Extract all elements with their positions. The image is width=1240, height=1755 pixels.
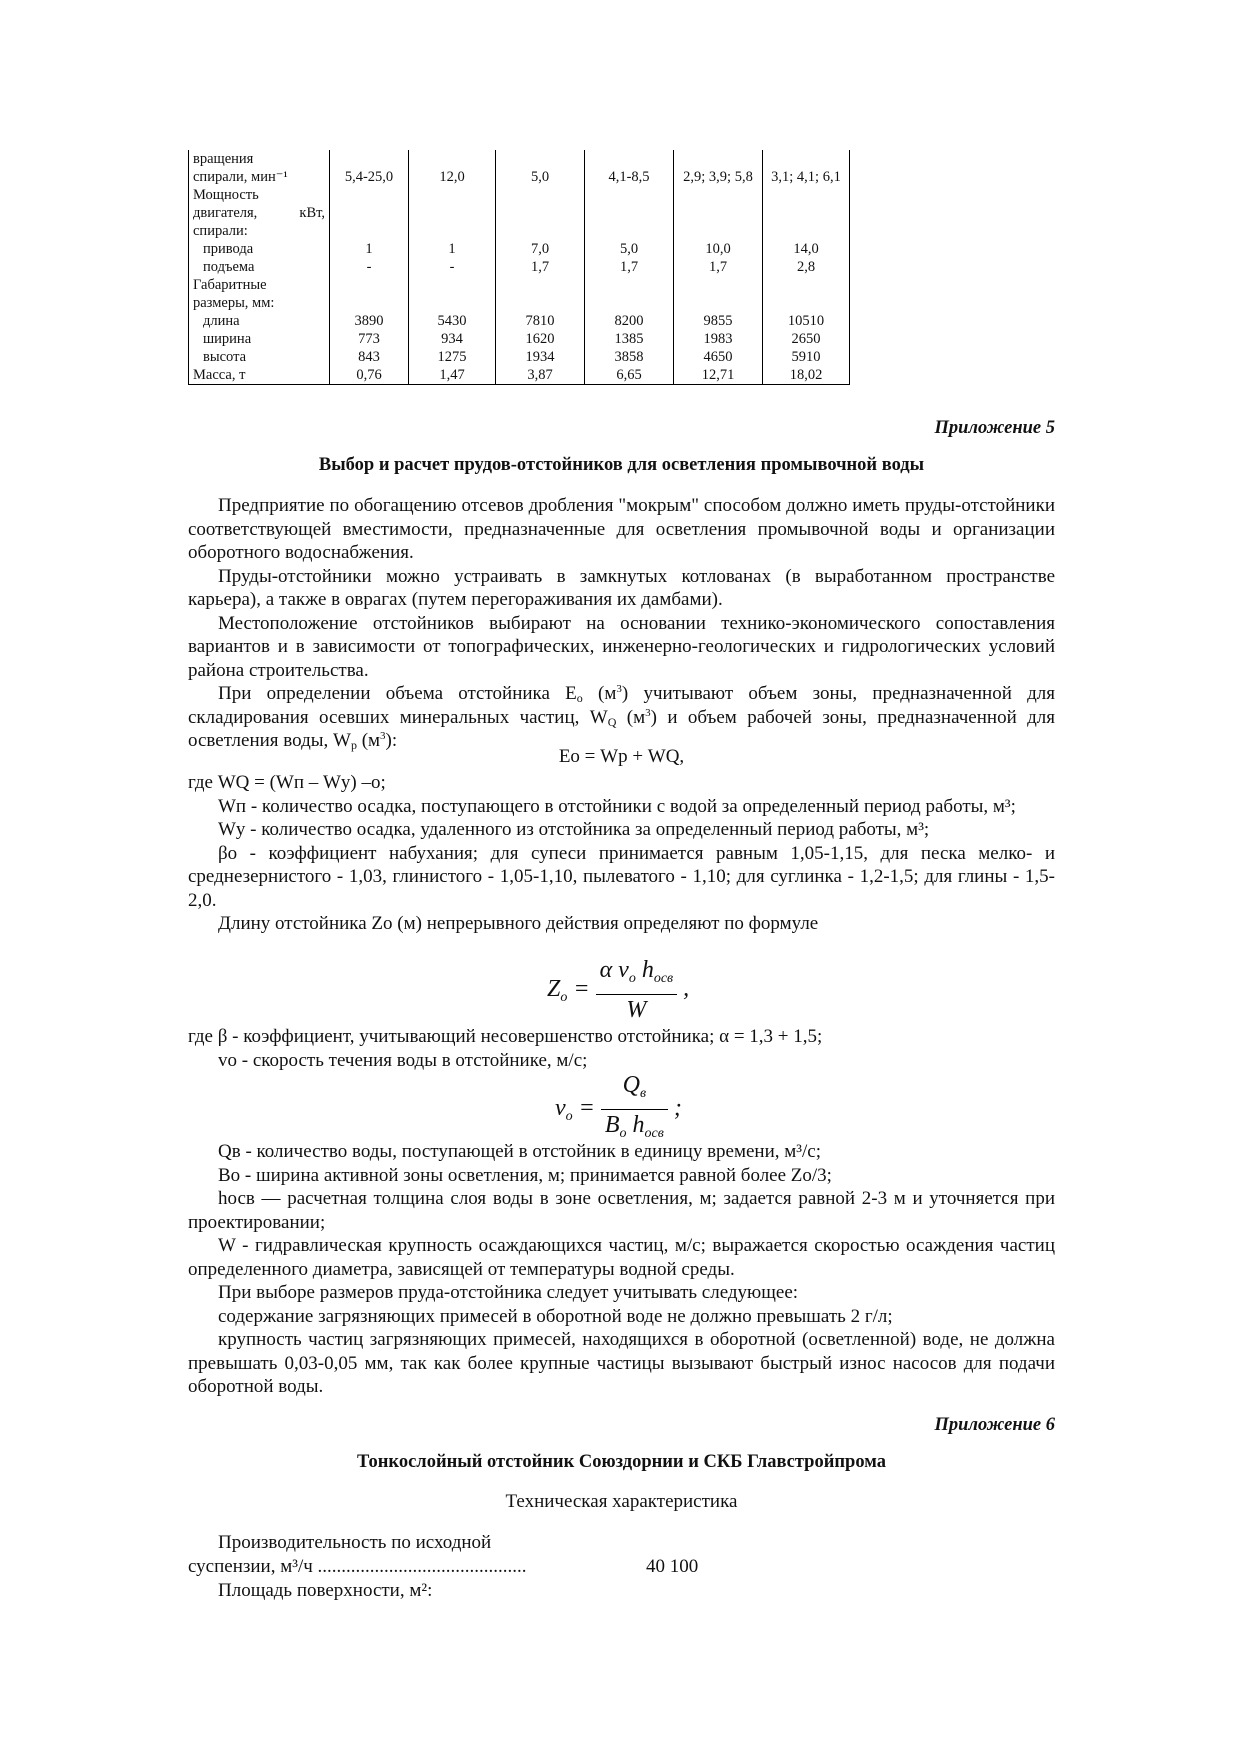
table-cell — [674, 276, 763, 294]
table-cell: 773 — [330, 330, 409, 348]
table-cell — [585, 276, 674, 294]
table-cell: 8200 — [585, 312, 674, 330]
def-length: Длину отстойника Zо (м) непрерывного действия определяют по формуле — [218, 913, 819, 934]
formula-velocity: $v_o$ = $\frac{Q_в}{B_o h_{осв}}$ ; — [555, 1072, 682, 1141]
table-cell: - — [330, 258, 409, 276]
table-row — [189, 294, 850, 312]
row-label: ширина — [189, 330, 330, 348]
table-cell: 934 — [409, 330, 496, 348]
def-qv: Qв - количество воды, поступающей в отстойник в единицу времени, м³/с; — [218, 1141, 821, 1162]
table-cell — [674, 204, 763, 222]
table-cell — [763, 186, 850, 204]
row-label: двигателя, кВт, — [189, 204, 330, 222]
table-cell — [674, 186, 763, 204]
table-row — [189, 312, 850, 330]
row-label: спирали: — [189, 222, 330, 240]
table-cell: 4650 — [674, 348, 763, 366]
row-label: привода — [189, 240, 330, 258]
row-label: Габаритные — [189, 276, 330, 294]
table-cell: 10510 — [763, 312, 850, 330]
table-cell — [496, 276, 585, 294]
table-cell: 5430 — [409, 312, 496, 330]
table-row — [189, 222, 850, 240]
table-cell — [330, 204, 409, 222]
table-cell: 6,65 — [585, 366, 674, 385]
table-cell: 843 — [330, 348, 409, 366]
row-label: подъема — [189, 258, 330, 276]
def-wy: Wу - количество осадка, удаленного из отстойника за определенный период работы, м³; — [218, 819, 930, 840]
table-cell: 7810 — [496, 312, 585, 330]
appendix-6-title: Тонкослойный отстойник Союздорнии и СКБ Главстройпрома — [357, 1452, 886, 1472]
table-cell: 2,9; 3,9; 5,8 — [674, 168, 763, 186]
paragraph: При выборе размеров пруда-отстойника следует учитывать следующее: — [218, 1282, 799, 1303]
row-label: высота — [189, 348, 330, 366]
table-cell — [585, 294, 674, 312]
table-cell: 1,7 — [674, 258, 763, 276]
paragraph: Местоположение отстойников выбирают на основании технико-экономического сопоставления вариантов и в зависимости от топографических, инженерно-геологических и гидрологических условий района строительства. — [188, 612, 1055, 681]
table-row — [189, 330, 850, 348]
table-cell — [585, 186, 674, 204]
table-row — [189, 276, 850, 294]
table-cell: 1,7 — [496, 258, 585, 276]
appendix-5-title: Выбор и расчет прудов-отстойников для осветления промывочной воды — [318, 455, 925, 475]
table-row — [189, 150, 850, 168]
spec-line-1: Производительность по исходной — [218, 1532, 492, 1553]
table-cell: 1,47 — [409, 366, 496, 385]
table-cell: - — [409, 258, 496, 276]
where-beta: где β - коэффициент, учитывающий несовершенство отстойника; α = 1,3 + 1,5; — [188, 1026, 823, 1047]
paragraph: крупность частиц загрязняющих примесей, находящихся в оборотной (осветленной) воде, не должна превышать 0,03-0,05 мм, так как более крупные частицы вызывают быстрый износ насосов для подачи оборотной воды. — [188, 1329, 1055, 1397]
def-w: W - гидравлическая крупность осаждающихся частиц, м/с; выражается скоростью осаждения частиц определенного диаметра, зависящей от температуры водной среды. — [188, 1235, 1055, 1280]
formula-v-definitions — [188, 1140, 1055, 1399]
row-label: вращения — [189, 150, 330, 168]
table-cell — [409, 222, 496, 240]
table-cell: 9855 — [674, 312, 763, 330]
table-cell — [763, 294, 850, 312]
table-cell: 5910 — [763, 348, 850, 366]
def-bo: Bо - ширина активной зоны осветления, м; принимается равной более Zо/3; — [218, 1164, 832, 1186]
formula-z-definitions — [188, 1025, 1055, 1072]
formula-volume: Eо = Wр + WQ, — [558, 746, 685, 767]
table-cell — [763, 204, 850, 222]
table-cell: 10,0 — [674, 240, 763, 258]
spec-line-3: Площадь поверхности, м²: — [218, 1580, 433, 1601]
row-label: Мощность — [189, 186, 330, 204]
row-label: спирали, мин⁻¹ — [189, 168, 330, 186]
table-cell — [409, 150, 496, 168]
table-cell — [409, 294, 496, 312]
row-label: размеры, мм: — [189, 294, 330, 312]
row-label: длина — [189, 312, 330, 330]
table-cell: 1934 — [496, 348, 585, 366]
table-cell: 0,76 — [330, 366, 409, 385]
spec-line-2-values: 40 100 — [646, 1556, 699, 1577]
where-line: где WQ = (Wп – Wу) –о; — [188, 772, 386, 793]
table-cell — [674, 294, 763, 312]
table-cell: 5,4-25,0 — [330, 168, 409, 186]
table-cell — [496, 204, 585, 222]
table-cell: 1 — [330, 240, 409, 258]
paragraph: содержание загрязняющих примесей в оборотной воде не должно превышать 2 г/л; — [218, 1305, 893, 1327]
table-cell: 3858 — [585, 348, 674, 366]
table-cell: 1983 — [674, 330, 763, 348]
appendix-6-subtitle: Техническая характеристика — [505, 1491, 738, 1512]
formula-length: $Z_o$ = $\frac{\alpha v_o h_{осв}}{W}$ , — [547, 957, 690, 1023]
table-cell — [585, 204, 674, 222]
table-cell: 5,0 — [585, 240, 674, 258]
appendix-5-body — [188, 494, 1055, 753]
table-cell — [330, 222, 409, 240]
table-cell: 12,71 — [674, 366, 763, 385]
table-cell — [674, 150, 763, 168]
table-cell: 3,1; 4,1; 6,1 — [763, 168, 850, 186]
table-cell: 1620 — [496, 330, 585, 348]
appendix-6-label: Приложение 6 — [934, 1415, 1055, 1435]
table-cell: 7,0 — [496, 240, 585, 258]
appendix-5-label: Приложение 5 — [934, 418, 1055, 438]
table-cell — [330, 294, 409, 312]
table-row — [189, 240, 850, 258]
table-cell — [496, 150, 585, 168]
def-vo: vо - скорость течения воды в отстойнике, м/с; — [218, 1049, 588, 1071]
def-hosv: hосв — расчетная толщина слоя воды в зоне осветления, м; задается равной 2-3 м и уточняется при проектировании; — [188, 1188, 1055, 1233]
spec-line-2: суспензии, м³/ч ............................................ — [188, 1556, 527, 1577]
table-cell: 14,0 — [763, 240, 850, 258]
paragraph: Предприятие по обогащению отсевов дробления "мокрым" способом должно иметь пруды-отстойники соответствующей вместимости, предназначенные для осветления промывочной воды и организации оборотного водоснабжения. — [188, 495, 1055, 563]
table-cell — [763, 276, 850, 294]
table-cell — [585, 222, 674, 240]
table-cell — [674, 222, 763, 240]
table-cell: 1385 — [585, 330, 674, 348]
table-row — [189, 186, 850, 204]
table-row — [189, 258, 850, 276]
table-cell: 1,7 — [585, 258, 674, 276]
table-cell: 12,0 — [409, 168, 496, 186]
table-cell — [330, 186, 409, 204]
paragraph-volume: При определении объема отстойника Eо $(м^3)$ учитывают объем зоны, предназначенной для складирования осевших минеральных частиц, WQ $(м^3)$ и объем рабочей зоны, предназначенной для осветления воды, Wр $(м^3)$: — [188, 683, 1056, 752]
equipment-spec-table — [188, 150, 850, 385]
table-cell — [409, 186, 496, 204]
table-cell — [496, 222, 585, 240]
table-cell — [763, 150, 850, 168]
table-cell — [496, 186, 585, 204]
table-cell — [409, 204, 496, 222]
table-cell — [330, 276, 409, 294]
table-cell: 3,87 — [496, 366, 585, 385]
table-row — [189, 366, 850, 385]
table-cell: 1275 — [409, 348, 496, 366]
table-cell — [409, 276, 496, 294]
table-cell — [330, 150, 409, 168]
paragraph: Пруды-отстойники можно устраивать в замкнутых котлованах (в выработанном пространстве карьера), а также в оврагах (путем перегораживания их дамбами). — [188, 565, 1055, 610]
table-cell — [763, 222, 850, 240]
table-row — [189, 168, 850, 186]
table-row — [189, 204, 850, 222]
table-cell: 4,1-8,5 — [585, 168, 674, 186]
table-cell: 18,02 — [763, 366, 850, 385]
def-beta: βо - коэффициент набухания; для супеси принимается равным 1,05-1,15, для песка мелко- и среднезернистого - 1,03, глинистого - 1,05-1,10, пылеватого - 1,10; для суглинка - 1,2-1,5; для глины - 1,5-2,0. — [188, 842, 1055, 911]
table-cell — [585, 150, 674, 168]
table-cell: 2,8 — [763, 258, 850, 276]
table-cell: 3890 — [330, 312, 409, 330]
table-cell: 1 — [409, 240, 496, 258]
table-cell: 5,0 — [496, 168, 585, 186]
def-wn: Wп - количество осадка, поступающего в отстойники с водой за определенный период работы, м³; — [218, 795, 1016, 817]
appendix-5-definitions — [188, 771, 1055, 936]
row-label: Масса, т — [189, 366, 330, 385]
table-cell: 2650 — [763, 330, 850, 348]
table-row — [189, 348, 850, 366]
table-cell — [496, 294, 585, 312]
